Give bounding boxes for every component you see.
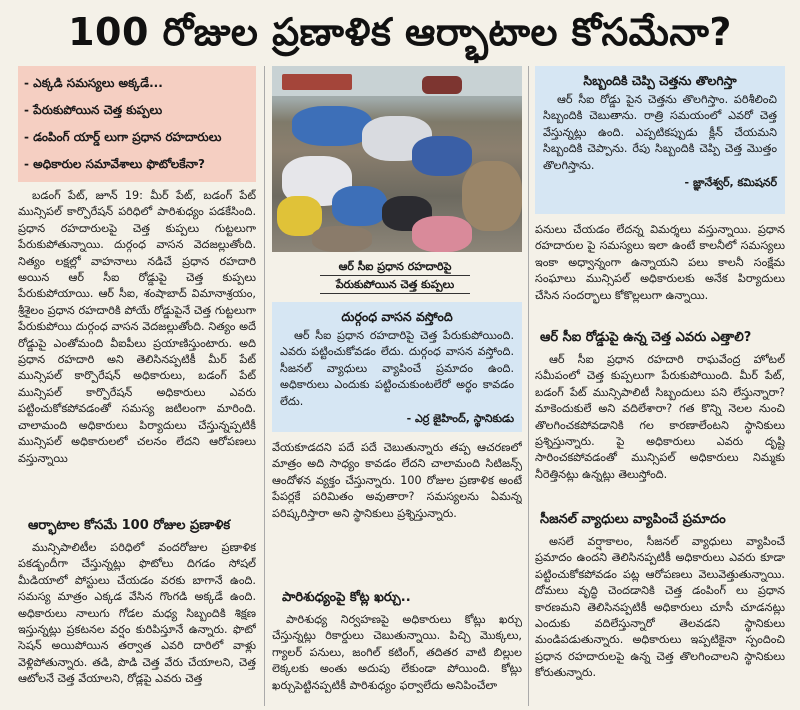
section-heading: ఆర్భాటాల కోసమే 100 రోజుల ప్రణాళిక [28, 518, 231, 533]
caption-line: పేరుకుపోయిన చెత్త కుప్పలు [320, 276, 470, 294]
article-paragraph: అసలే వర్షాకాలం, సీజనల్ వ్యాధులు వ్యాపించే ప్రమాదం ఉందని తెలిసినప్పటికీ అధికారులు ఎవరు కూడా పట్టించుకోకపోవడం పట్ల ఆరోపణలు వెలువెత్తుతున్నాయి. దోమలు వృద్ధి చెందడానికి చెత్త డంపింగ్ లు ప్రధాన కారణమని తెలిసినప్పటికీ అధికారులు చూసీ చూడనట్లు ఎందుకు వదిలేస్తున్నారో తెలవడని స్థానికులు మండిపడుతున్నారు. అధికారులు ఇప్పటికైనా స్పందించి ప్రధాన రహదారులపై ఉన్న చెత్త తొలగించాలని స్థానికులు కోరుతున్నారు. [535, 535, 785, 680]
highlight-item: - ఎక్కడి సమస్యలు అక్కడే... [24, 76, 163, 90]
headline: 100 రోజుల ప్రణాళిక ఆర్భాటాల కోసమేనా? [68, 10, 732, 54]
box-title: సిబ్బందికి చెప్పి చెత్తను తొలగిస్తా [583, 73, 737, 88]
column-3-body [535, 222, 785, 320]
column-2-body2 [272, 612, 522, 706]
box-body: ఆర్ సీఐ ప్రధాన రహదారిపై చెత్త పేరుకుపోయింది. ఎవరు పట్టించుకోవడం లేదు. దుర్గంధ వాసన వస్తోంది. సీజనల్ వ్యాధులు వ్యాపించే ప్రమాదం ఉంది. అధికారులు ఎందుకు పట్టించుకుంటలేరో అర్థం కావడం లేదు. [280, 329, 514, 408]
column-2-body [272, 440, 522, 580]
article-paragraph: పనులు చేయడం లేదన్న విమర్శలు వస్తున్నాయి. ప్రధాన రహదారుల పై సమస్యలు ఇలా ఉంటే కాలనీలో సమస్యలు ఇంకా అధ్వాన్నంగా ఉన్నాయని పలు కాలనీ సంక్షేమ సంఘాలు మున్సిపల్ అధికారులకు అనేక పిర్యాదులు చేసిన సందర్భాలు కోకొల్లలుగా ఉన్నాయి. [535, 223, 785, 302]
article-paragraph: ఆర్ సీఐ ప్రధాన రహదారి రాఘవేంద్ర హోటల్ సమీపంలో చెత్త కుప్పలుగా పేరుకుపోయింది. మీర్ పేట్, బడంగ్ పేట్ మున్సిపాలిటీ సిబ్బందులు పని లేస్తున్నారా? మాకెందుకులే అని వదిలేశారా? గత కొన్ని నెలల నుంచి తొలగించకపోవడానికి గల కారణాలేంటని స్థానికులు ప్రశ్నిస్తున్నారు. పై అధికారులు ఎవరు దృష్టి సారించకపోవడంతో మున్సిపల్ అధికారులు నిమ్మకు నీరెత్తినట్లు ఉన్నట్లు తెలుస్తోంది. [535, 353, 785, 481]
column-divider [528, 66, 529, 706]
column-1-body [18, 540, 256, 706]
garbage-photo [272, 66, 522, 252]
highlight-item: - అధికారుల సమావేశాలు ఫొటోలకేనా? [24, 157, 205, 171]
section-heading: ఆర్ సీఐ రోడ్డుపై ఉన్న చెత్త ఎవరు ఎత్తాలి? [540, 330, 752, 345]
photo-caption [320, 258, 470, 298]
article-paragraph: వేయకూడదని పదే పదే చెబుతున్నారు తప్ప ఆచరణలో మాత్రం అది సాధ్యం కావడం లేదని చాలామంది సిటిజన్స్ ఆందోళన వ్యక్తం చేస్తున్నారు. 100 రోజుల ప్రణాళిక అంటే పేపర్లకే పరిమితం అవుతారా? సమస్యలను ఏమన్న పరిష్కరిస్తారా అని స్థానికులు ప్రశ్నిస్తున్నారు. [272, 441, 522, 520]
article-paragraph: బడంగ్ పేట్, జూన్ 19: మీర్ పేట్, బడంగ్ పేట్ మున్సిపల్ కార్పొరేషన్ పరిధిలో పారిశుధ్యం పడకేసింది. ప్రధాన రహదారులపై చెత్త కుప్పలు గుట్టలుగా పేరుకుపోతున్నాయి. దుర్గంధ వాసన వెదజల్లుతోంది. నిత్యం లక్షల్లో వాహనాలు నడిచే ప్రధాన రహదారి అయిన ఆర్ సీఐ రోడ్డుపై చెత్త కుప్పలు పేరుకుపోయాయి. ఆర్ సీఐ, శంషాబాద్ విమానాశ్రయం, శ్రీశైలం ప్రధాన రహదారికి పోయే రోడ్డుపైనే చెత్త గుట్టలుగా పేరుకుపోయి దుర్గంధ వాసన వెదజల్లుతోంది. నిత్యం అదే రోడ్డుపై ఎంతోమంది వీఐపీలు ప్రయాణిస్తుంటారు. అది ప్రధాన రహదారి అని తెలిసినప్పటికీ మీర్ పేట్ మున్సిపల్ కార్పొరేషన్ అధికారులు, బడంగ్ పేట్ మున్సిపల్ కార్పొరేషన్ అధికారులు ఎవరు పట్టించుకోకపోవడంతో సమస్య జటిలంగా మారింది. చాలామంది అధికారులు పిర్యాదులు చేస్తున్నప్పటికీ మున్సిపల్ అధికారులలో చలనం లేదని ఆరోపణలు వస్తున్నాయి [18, 189, 256, 465]
quote-box-commissioner [535, 66, 785, 214]
quote-box-smell [272, 302, 522, 432]
column-3-body3 [535, 534, 785, 706]
box-signature: - జ్ఞానేశ్వర్, కమిషనర్ [684, 176, 777, 190]
box-title: దుర్గంధ వాసన వస్తోంది [341, 309, 453, 324]
column-divider [264, 66, 265, 706]
box-signature: - ఎర్ర జైహింద్, స్థానికుడు [406, 412, 514, 426]
section-heading: సీజనల్ వ్యాధులు వ్యాపించే ప్రమాదం [540, 512, 726, 527]
section-heading: పారిశుధ్యంపై కోట్ల ఖర్చు.. [282, 590, 411, 605]
column-3-body2 [535, 352, 785, 500]
highlight-item: - పేరుకుపోయిన చెత్త కుప్పలు [24, 103, 163, 117]
article-paragraph: మున్సిపాలిటీల పరిధిలో వందరోజుల ప్రణాళిక పకడ్బందీగా చేస్తున్నట్లు ఫొటోలు దిగడం సోషల్ మీడియాలో పోస్టులు చేయడం వరకు బాగానే ఉంది. సమస్య మాత్రం ఎక్కడ వేసిన గొంగడి అక్కడే ఉంది. అధికారులు నాలుగు గోడల మధ్య సిబ్బందికి శిక్షణ ఇస్తున్నట్లు ప్రకటనల వర్షం కురిపిస్తూనే ఉన్నారు. ఫొటో సెషన్ అయిపోయిన తర్వాత ఎవరి దారిలో వాళ్లు వెళ్లిపోతున్నారు. తడి, పొడి చెత్త వేరు చేయాలని, చెత్త ఆటోలనే చెత్త వేయాలని, రోడ్లపై ఎవరు చెత్త [18, 541, 256, 686]
box-body: ఆర్ సీఐ రోడ్డు పైన చెత్తను తొలగిస్తాం. పరిశీలించి సిబ్బందికి చెబుతాను. రాత్రి సమయంలో ఎవరో చెత్త వేస్తున్నట్లు ఉంది. ఎప్పటికప్పుడు క్లీన్ చేయమని సిబ్బందికి చెప్పాను. రేపు సిబ్బందికి చెప్పి చెత్త మొత్తం తొలగిస్తాను. [543, 93, 777, 172]
highlight-item: - డంపింగ్ యార్డ్ లుగా ప్రధాన రహదారులు [24, 130, 222, 144]
caption-line: ఆర్ సీఐ ప్రధాన రహదారిపై [320, 258, 470, 276]
column-1-intro [18, 188, 256, 510]
highlights-box [18, 66, 256, 182]
article-paragraph: పారిశుధ్య నిర్వహణపై అధికారులు కోట్లు ఖర్చు చేస్తున్నట్లు రికార్డులు చెబుతున్నాయి. పిచ్చి మొక్కలు, గ్యాలర్ పనులు, జంగిల్ కటింగ్, తదితర వాటి బిల్లుల లెక్కలకు అంతు అదుపు లేకుండా పోయింది. కోట్లు ఖర్చుపెట్టినప్పటికీ పారిశుధ్యం ఫర్వాలేదు అనిపించేలా [272, 613, 522, 692]
